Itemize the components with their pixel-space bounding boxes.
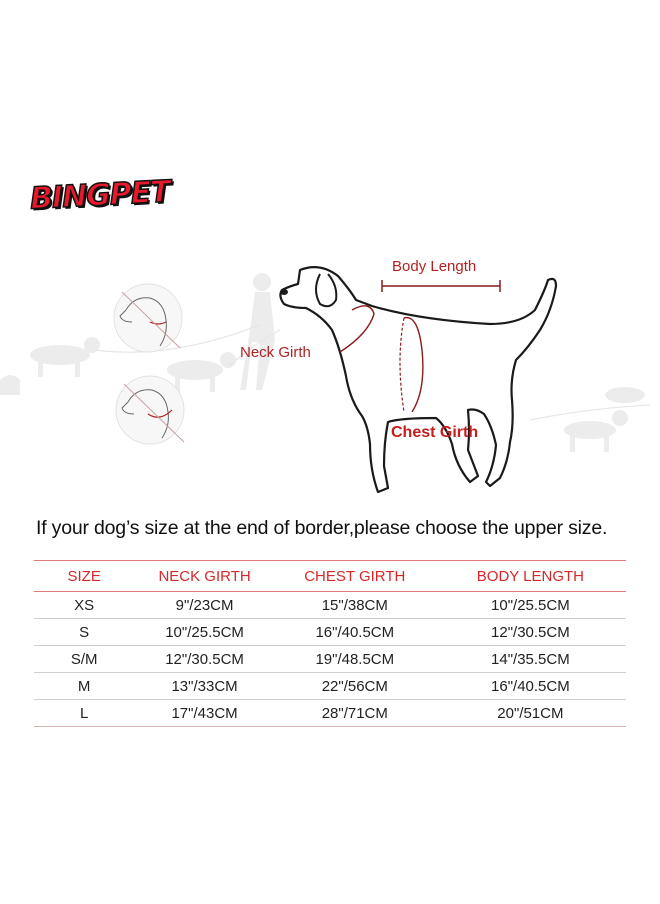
cell-size: S xyxy=(34,619,134,646)
cell-chest-girth: 16"/40.5CM xyxy=(275,619,435,646)
chest-girth-line xyxy=(404,318,423,412)
chest-girth-label: Chest Girth xyxy=(391,424,479,441)
cell-chest-girth: 19"/48.5CM xyxy=(275,646,435,673)
cell-neck-girth: 12"/30.5CM xyxy=(134,646,274,673)
cell-body-length: 14"/35.5CM xyxy=(435,646,626,673)
neck-inset-top-icon xyxy=(114,284,182,352)
cell-size: L xyxy=(34,700,134,727)
neck-girth-label: Neck Girth xyxy=(240,344,311,361)
measurement-diagram xyxy=(0,230,660,520)
table-row xyxy=(34,646,626,673)
table-row xyxy=(34,619,626,646)
dog-outline-icon xyxy=(280,267,556,492)
cell-body-length: 16"/40.5CM xyxy=(435,673,626,700)
header-neck-girth: NECK GIRTH xyxy=(134,561,274,592)
cell-body-length: 12"/30.5CM xyxy=(435,619,626,646)
cell-chest-girth: 28"/71CM xyxy=(275,700,435,727)
cell-body-length: 20"/51CM xyxy=(435,700,626,727)
table-row xyxy=(34,673,626,700)
table-row xyxy=(34,700,626,727)
table-header-row xyxy=(34,561,626,592)
cell-neck-girth: 10"/25.5CM xyxy=(134,619,274,646)
cell-size: S/M xyxy=(34,646,134,673)
size-advice-text: If your dog’s size at the end of border,please choose the upper size. xyxy=(36,517,608,539)
header-chest-girth: CHEST GIRTH xyxy=(275,561,435,592)
brand-logo: BINGPET xyxy=(29,174,171,217)
table-row xyxy=(34,592,626,619)
size-chart-table xyxy=(34,560,626,727)
cell-body-length: 10"/25.5CM xyxy=(435,592,626,619)
header-size: SIZE xyxy=(34,561,134,592)
cell-chest-girth: 15"/38CM xyxy=(275,592,435,619)
cell-chest-girth: 22"/56CM xyxy=(275,673,435,700)
cell-neck-girth: 9"/23CM xyxy=(134,592,274,619)
header-body-length: BODY LENGTH xyxy=(435,561,626,592)
cell-size: XS xyxy=(34,592,134,619)
cell-size: M xyxy=(34,673,134,700)
neck-girth-line xyxy=(340,306,374,352)
cell-neck-girth: 13"/33CM xyxy=(134,673,274,700)
cell-neck-girth: 17"/43CM xyxy=(134,700,274,727)
dog-illustration xyxy=(0,230,660,520)
body-length-label: Body Length xyxy=(392,258,477,275)
background-silhouettes-icon xyxy=(0,273,645,452)
neck-inset-bottom-icon xyxy=(116,376,184,444)
